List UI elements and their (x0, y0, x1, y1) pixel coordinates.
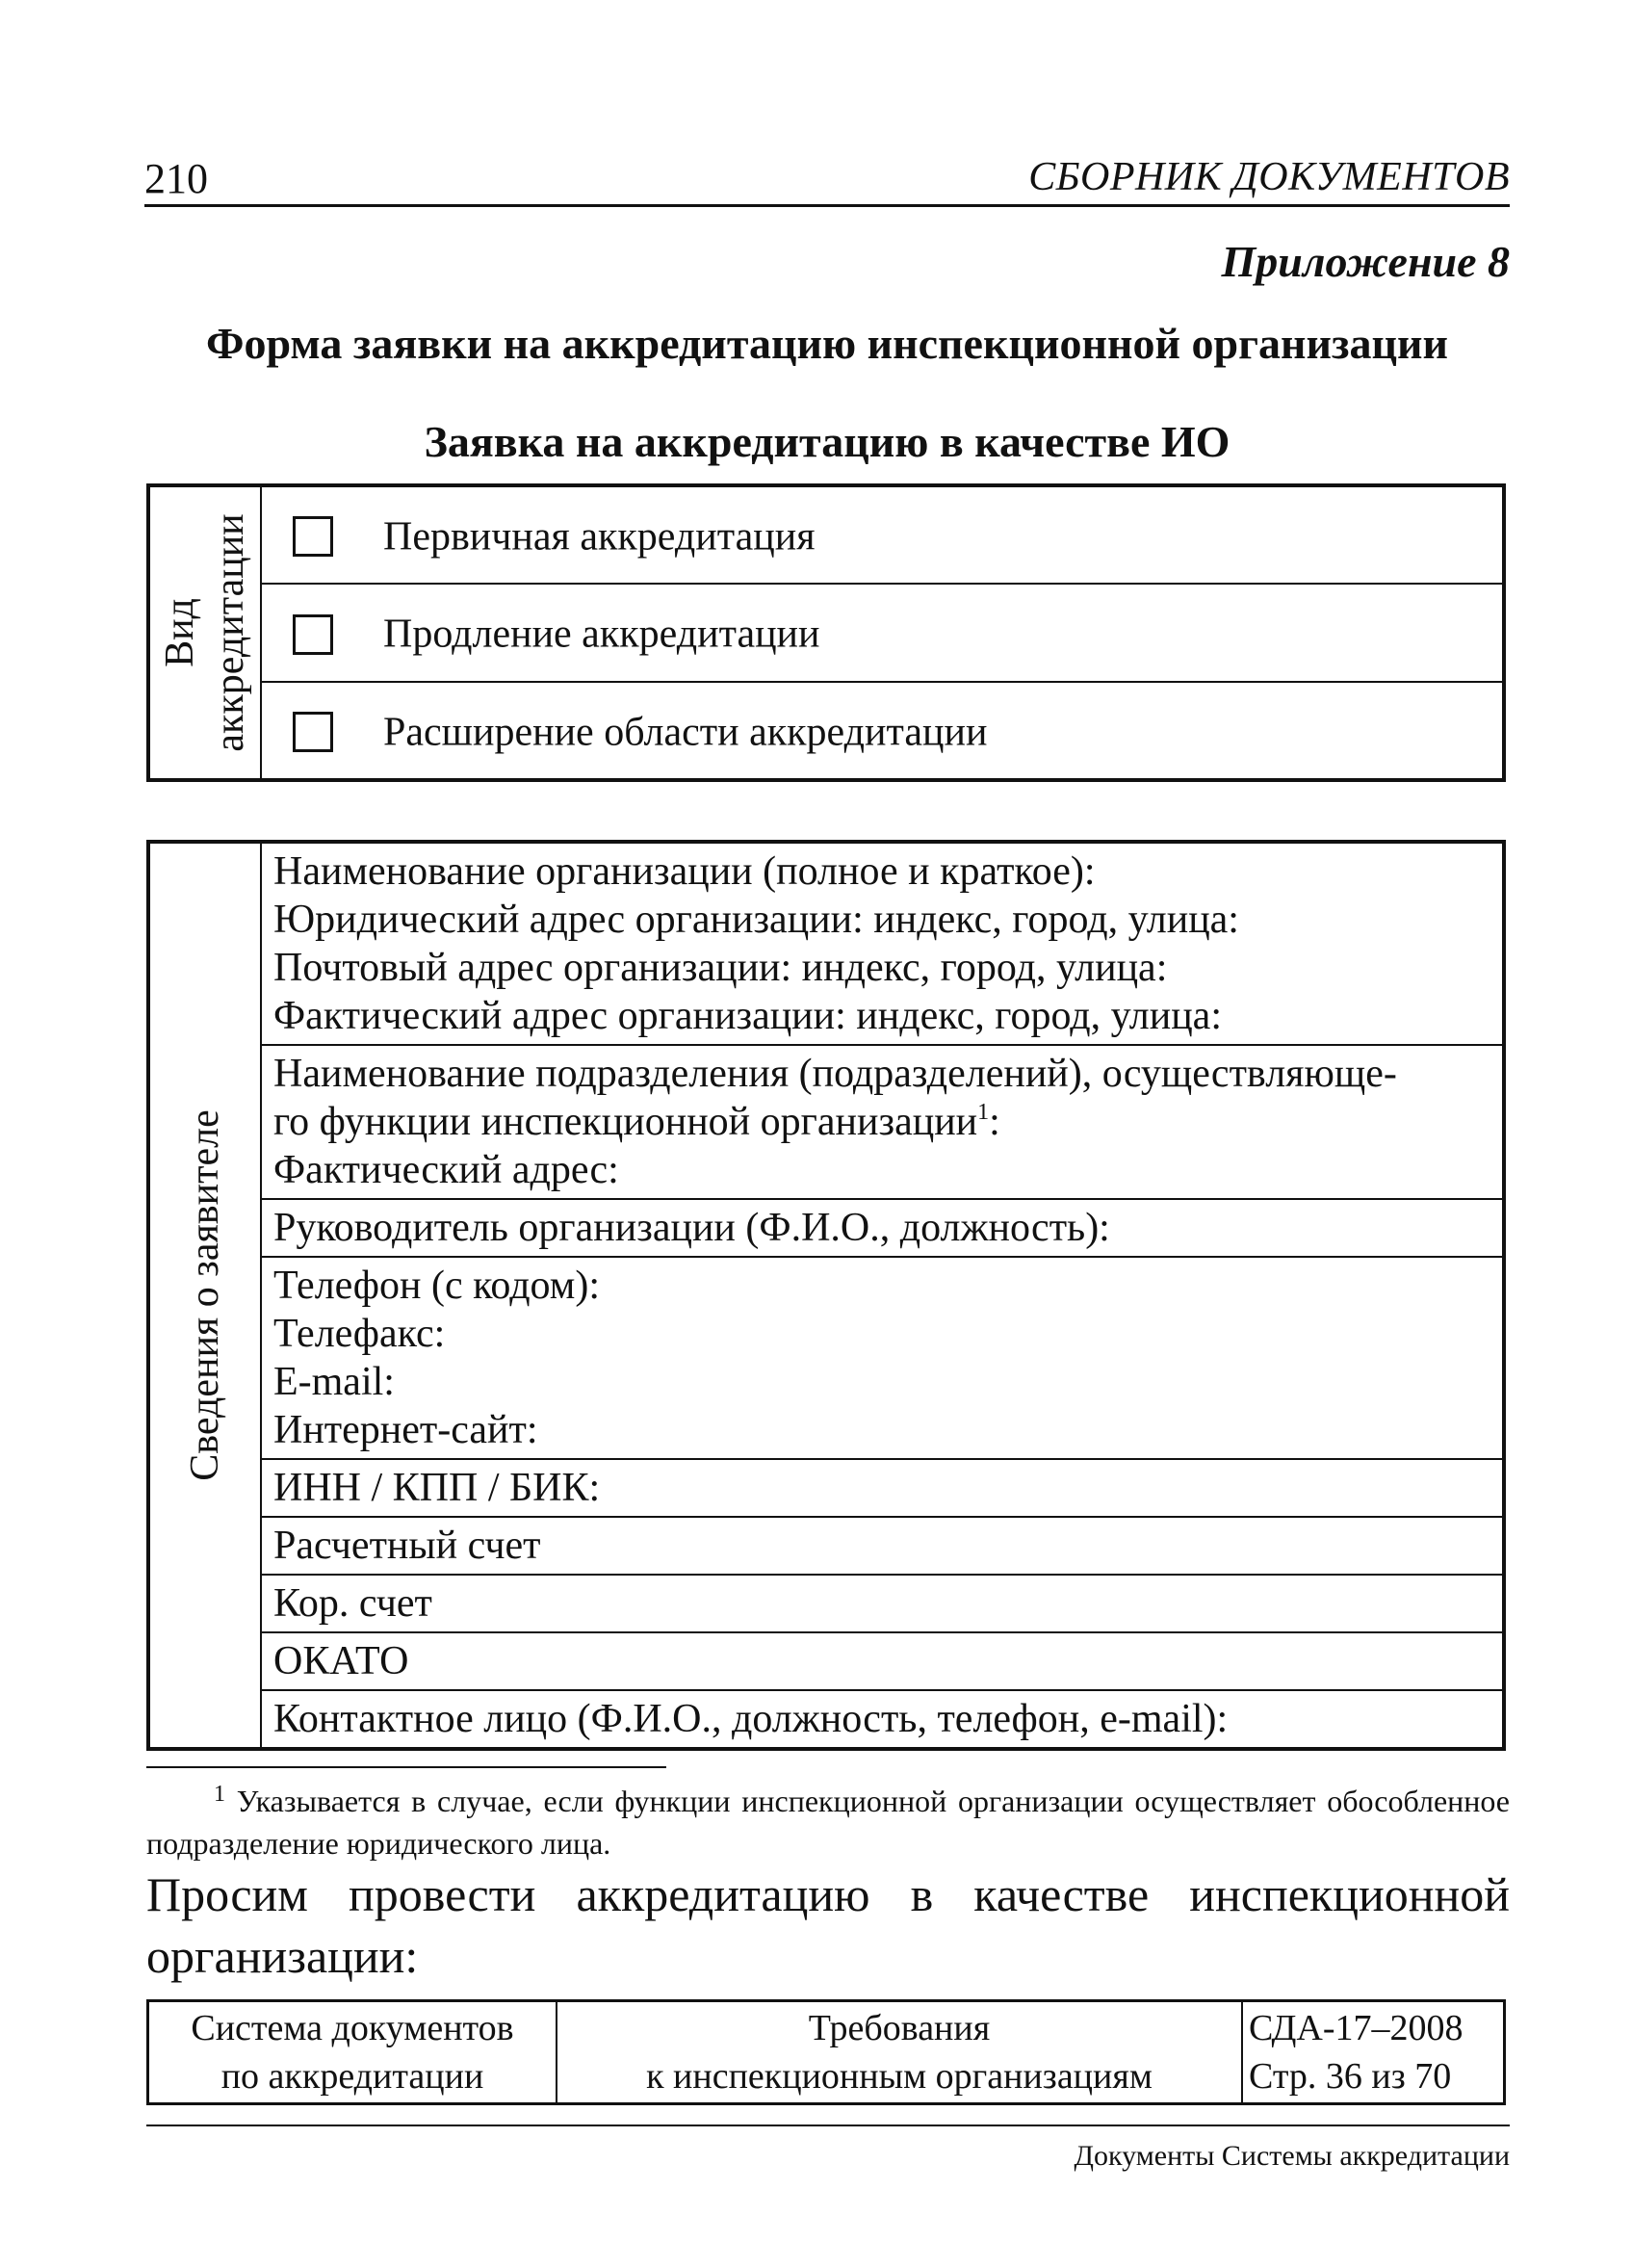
document-title-line-2: к инспекционным организациям (646, 2056, 1153, 2097)
field-line: ИНН / КПП / БИК: (273, 1466, 601, 1510)
side-label-line-1: Вид (158, 598, 202, 667)
footnote-text: Указывается в случае, если функции инспекционной организации осуществляет обособленное подразделение юридического лица. (146, 1784, 1511, 1861)
field-line: Телефон (с кодом): (273, 1264, 600, 1308)
appendix-label: Приложение 8 (1221, 237, 1510, 286)
inn-kpp-bik-field[interactable] (261, 1459, 1504, 1517)
settlement-account-field[interactable] (261, 1517, 1504, 1575)
field-line-with-footnote (273, 1098, 1490, 1146)
page-footer: Документы Системы аккредитации (1074, 2140, 1510, 2172)
document-footer-table (146, 1999, 1506, 2105)
footnote-rule (146, 1766, 666, 1768)
checkbox-renewal[interactable] (293, 614, 333, 655)
document-system-line-1: Система документов (191, 2008, 514, 2048)
field-line: ОКАТО (273, 1639, 409, 1683)
option-primary-label: Первичная аккредитация (383, 514, 816, 560)
side-label-line-2: аккредитации (208, 513, 252, 752)
field-line: Юридический адрес организации: индекс, город, улица: (273, 898, 1239, 942)
footnote-mark: 1 (214, 1782, 225, 1807)
checkbox-primary[interactable] (293, 516, 333, 557)
field-line: Наименование организации (полное и краткое): (273, 849, 1096, 894)
field-line: Интернет-сайт: (273, 1408, 538, 1452)
accreditation-type-side-cell (148, 485, 261, 780)
footnote-reference: 1 (977, 1100, 990, 1125)
applicant-info-side-cell (148, 842, 261, 1749)
accreditation-type-side-label (155, 513, 255, 751)
page-number: 210 (144, 155, 208, 202)
request-text: Просим провести аккредитацию в качестве инспекционной организации: (146, 1867, 1510, 1983)
running-head: СБОРНИК ДОКУМЕНТОВ (1028, 155, 1510, 199)
field-line: Наименование подразделения (подразделений), осуществляюще- (273, 1052, 1397, 1096)
field-line: Кор. счет (273, 1581, 432, 1626)
field-line: Почтовый адрес организации: индекс, город, улица: (273, 946, 1168, 990)
field-line: E-mail: (273, 1360, 395, 1404)
applicant-info-side-label: Сведения о заявителе (183, 1109, 227, 1481)
organization-address-field[interactable] (261, 842, 1504, 1045)
document-page: Стр. 36 из 70 (1249, 2056, 1452, 2097)
document-code: СДА-17–2008 (1249, 2008, 1464, 2048)
document-code-cell (1242, 2001, 1505, 2104)
field-line: Руководитель организации (Ф.И.О., должность): (273, 1206, 1110, 1250)
application-title: Заявка на аккредитацию в качестве ИО (424, 417, 1230, 466)
field-line: Контактное лицо (Ф.И.О., должность, телефон, e-mail): (273, 1697, 1229, 1741)
document-system-cell (148, 2001, 557, 2104)
footer-rule (146, 2125, 1510, 2126)
field-line-text: го функции инспекционной организации (273, 1100, 978, 1144)
footnote (146, 1780, 1510, 1864)
field-line: Фактический адрес: (273, 1148, 619, 1192)
header-rule (144, 204, 1510, 207)
contacts-field[interactable] (261, 1257, 1504, 1459)
form-title: Форма заявки на аккредитацию инспекционной организации (206, 319, 1448, 368)
subdivision-field[interactable] (261, 1045, 1504, 1199)
option-renewal-label: Продление аккредитации (383, 612, 820, 657)
contact-person-field[interactable] (261, 1690, 1504, 1749)
option-extension (261, 682, 1504, 780)
document-title-line-1: Требования (808, 2008, 991, 2048)
option-renewal (261, 584, 1504, 681)
field-line: Расчетный счет (273, 1524, 541, 1568)
field-line: Телефакс: (273, 1312, 446, 1356)
field-line-colon: : (989, 1100, 1000, 1144)
checkbox-extension[interactable] (293, 712, 333, 752)
okato-field[interactable] (261, 1632, 1504, 1690)
field-line: Фактический адрес организации: индекс, город, улица: (273, 994, 1222, 1038)
accreditation-type-table (146, 483, 1506, 782)
document-title-cell (557, 2001, 1242, 2104)
correspondent-account-field[interactable] (261, 1575, 1504, 1632)
option-extension-label: Расширение области аккредитации (383, 710, 988, 754)
document-system-line-2: по аккредитации (220, 2056, 484, 2097)
head-of-organization-field[interactable] (261, 1199, 1504, 1257)
option-primary (261, 485, 1504, 584)
applicant-info-table (146, 840, 1506, 1751)
